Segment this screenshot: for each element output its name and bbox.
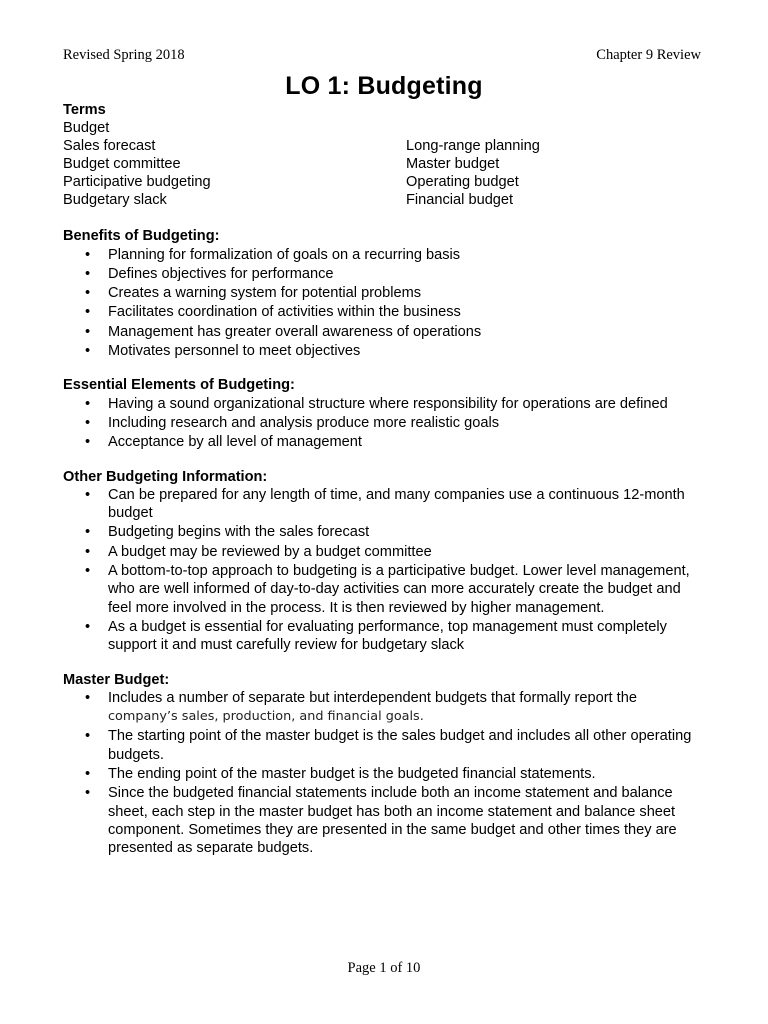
term-item: Participative budgeting xyxy=(63,174,211,191)
benefits-list xyxy=(63,246,708,361)
list-item: • Can be prepared for any length of time, and many companies use a continuous 12-month budget xyxy=(63,486,708,523)
term-item: Budget xyxy=(63,120,110,137)
list-item: • A budget may be reviewed by a budget committee xyxy=(63,543,708,561)
list-item: • The starting point of the master budget is the sales budget and includes all other operating budgets. xyxy=(63,727,708,764)
list-item: • The ending point of the master budget is the budgeted financial statements. xyxy=(63,765,708,783)
term-item: Budgetary slack xyxy=(63,192,167,209)
master-list xyxy=(63,689,708,858)
list-item-continuation: company’s sales, production, and financial goals. xyxy=(108,709,424,725)
header-chapter: Chapter 9 Review xyxy=(596,47,701,63)
list-item-text: Includes a number of separate but interdependent budgets that formally report the xyxy=(108,689,637,706)
term-item: Master budget xyxy=(406,156,500,173)
list-item: • Budgeting begins with the sales forecast xyxy=(63,523,708,541)
list-item: • Defines objectives for performance xyxy=(63,265,708,283)
list-item: • Facilitates coordination of activities within the business xyxy=(63,303,708,321)
term-item: Long-range planning xyxy=(406,138,540,155)
essential-list xyxy=(63,395,708,452)
terms-list xyxy=(63,119,708,229)
terms-heading: Terms xyxy=(63,102,106,118)
page-title: LO 1: Budgeting xyxy=(285,72,483,100)
list-item: • Having a sound organizational structure where responsibility for operations are defined xyxy=(63,395,708,413)
list-item: • Since the budgeted financial statements include both an income statement and balance sheet, each step in the master budget has both an income statement and balance sheet component. Sometimes they are presented in the same budget and other times they are presented as separate budgets. xyxy=(63,784,708,857)
other-list xyxy=(63,486,708,655)
essential-heading: Essential Elements of Budgeting: xyxy=(63,377,295,394)
list-item: • As a budget is essential for evaluating performance, top management must completely support it and must carefully review for budgetary slack xyxy=(63,618,708,655)
list-item: • A bottom-to-top approach to budgeting is a participative budget. Lower level management, who are well informed of day-to-day activities can more accurately create the budget and feel more involved in the process. It is then reviewed by higher management. xyxy=(63,562,708,617)
page-number: Page 1 of 10 xyxy=(347,960,421,976)
term-item: Budget committee xyxy=(63,156,181,173)
list-item xyxy=(63,689,708,727)
other-heading: Other Budgeting Information: xyxy=(63,468,268,485)
header-revision: Revised Spring 2018 xyxy=(63,47,185,63)
list-item: • Motivates personnel to meet objectives xyxy=(63,342,708,360)
benefits-heading: Benefits of Budgeting: xyxy=(63,228,220,245)
list-item: • Creates a warning system for potential problems xyxy=(63,284,708,302)
term-item: Sales forecast xyxy=(63,138,156,155)
document-body xyxy=(63,101,708,859)
list-item: • Acceptance by all level of management xyxy=(63,433,708,451)
list-item: • Including research and analysis produce more realistic goals xyxy=(63,414,708,432)
list-item: • Management has greater overall awareness of operations xyxy=(63,323,708,341)
master-heading: Master Budget: xyxy=(63,671,170,688)
term-item: Operating budget xyxy=(406,174,519,191)
list-item: • Planning for formalization of goals on a recurring basis xyxy=(63,246,708,264)
term-item: Financial budget xyxy=(406,192,514,209)
